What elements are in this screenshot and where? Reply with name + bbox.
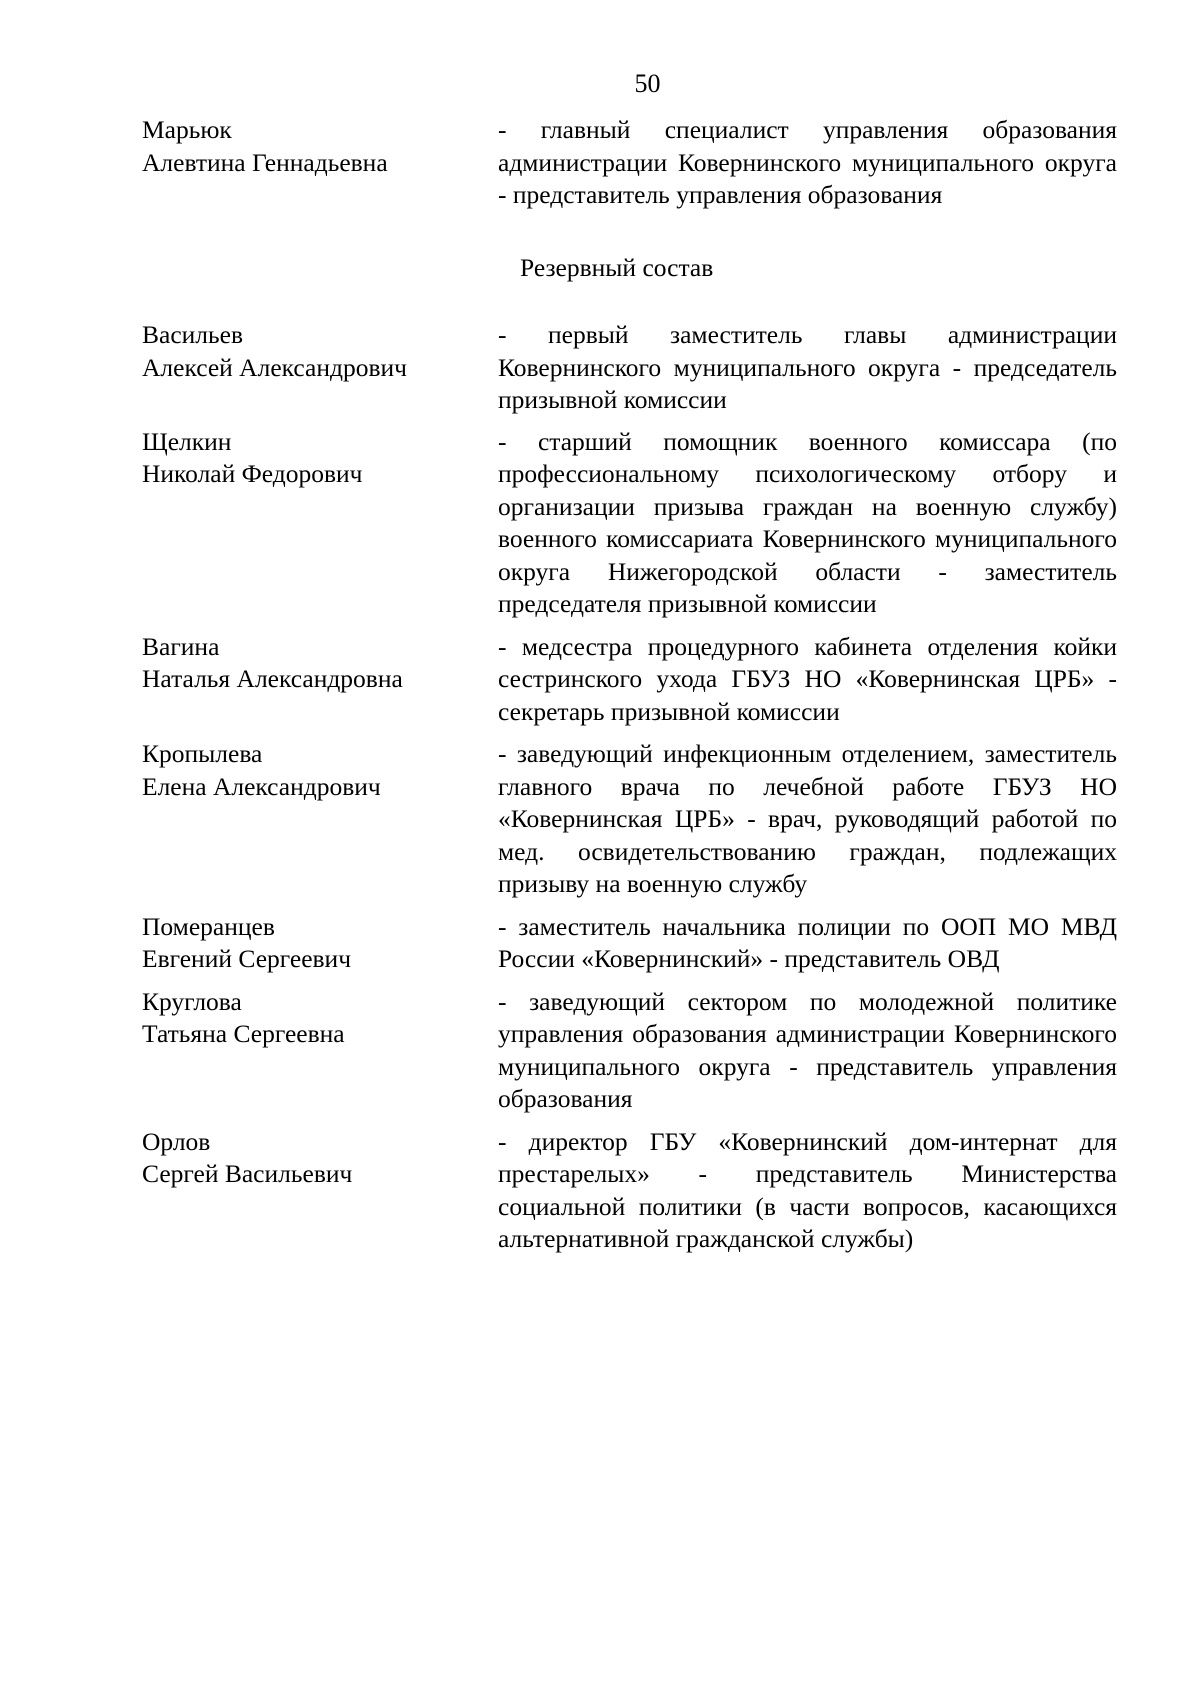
member-entry	[142, 114, 1118, 212]
member-role: - главный специалист управления образования администрации Ковернинского муниципального округа - представитель управления образования	[498, 115, 1117, 209]
member-given-names: Алевтина Геннадьевна	[142, 147, 388, 177]
member-surname: Круглова	[142, 986, 242, 1016]
section-heading: Резервный состав	[520, 252, 714, 282]
member-name	[142, 1126, 498, 1191]
member-given-names: Алексей Александрович	[142, 352, 407, 382]
member-name	[142, 738, 498, 803]
member-given-names: Елена Александрович	[142, 771, 381, 801]
member-role: - заведующий инфекционным отделением, заместитель главного врача по лечебной работе ГБУЗ НО «Ковернинская ЦРБ» - врач, руководящий работой по мед. освидетельствованию граждан, подлежащих призыву на военную службу	[498, 739, 1117, 898]
member-entry	[142, 319, 1118, 417]
member-name	[142, 986, 498, 1051]
member-given-names: Татьяна Сергеевна	[142, 1019, 345, 1048]
member-role: - старший помощник военного комиссара (по профессиональному психологическому отбору и организации призыва граждан на военную службу) военного комиссариата Ковернинского муниципального округа Нижегородской области - заместитель председателя призывной комиссии	[498, 426, 1117, 618]
member-entry	[142, 1126, 1118, 1256]
member-surname: Марьюк	[142, 115, 232, 144]
member-given-names: Николай Федорович	[142, 459, 363, 488]
member-name	[142, 114, 498, 179]
member-name	[142, 911, 498, 976]
member-given-names: Сергей Васильевич	[142, 1159, 353, 1188]
member-given-names: Наталья Александровна	[142, 664, 403, 693]
member-role: - директор ГБУ «Ковернинский дом-интернат для престарелых» - представитель Министерства социальной политики (в части вопросов, касающихся альтернативной гражданской службы)	[498, 1126, 1117, 1253]
member-role: - заведующий сектором по молодежной политике управления образования администрации Ковернинского муниципального округа - представитель управления образования	[498, 986, 1117, 1113]
member-role: - заместитель начальника полиции по ООП МО МВД России «Ковернинский» - представитель ОВД	[498, 911, 1117, 973]
member-role: - медсестра процедурного кабинета отделения койки сестринского ухода ГБУЗ НО «Ковернинская ЦРБ» - секретарь призывной комиссии	[498, 631, 1117, 726]
member-entry	[142, 911, 1118, 976]
member-entry	[142, 631, 1118, 729]
member-surname: Кропылева	[142, 739, 263, 768]
member-surname: Вагина	[142, 631, 220, 661]
member-name	[142, 426, 498, 491]
document-body	[142, 114, 1118, 1256]
member-role: - первый заместитель главы администрации Ковернинского муниципального округа - председатель призывной комиссии	[498, 320, 1117, 414]
member-surname: Орлов	[142, 1126, 211, 1156]
member-surname: Померанцев	[142, 911, 275, 941]
page-number: 50	[634, 69, 661, 98]
member-entry	[142, 738, 1118, 901]
member-name	[142, 631, 498, 696]
member-surname: Васильев	[142, 320, 244, 349]
member-surname: Щелкин	[142, 426, 232, 456]
member-name	[142, 319, 498, 384]
member-entry	[142, 986, 1118, 1116]
member-entry	[142, 426, 1118, 621]
member-given-names: Евгений Сергеевич	[142, 944, 352, 973]
